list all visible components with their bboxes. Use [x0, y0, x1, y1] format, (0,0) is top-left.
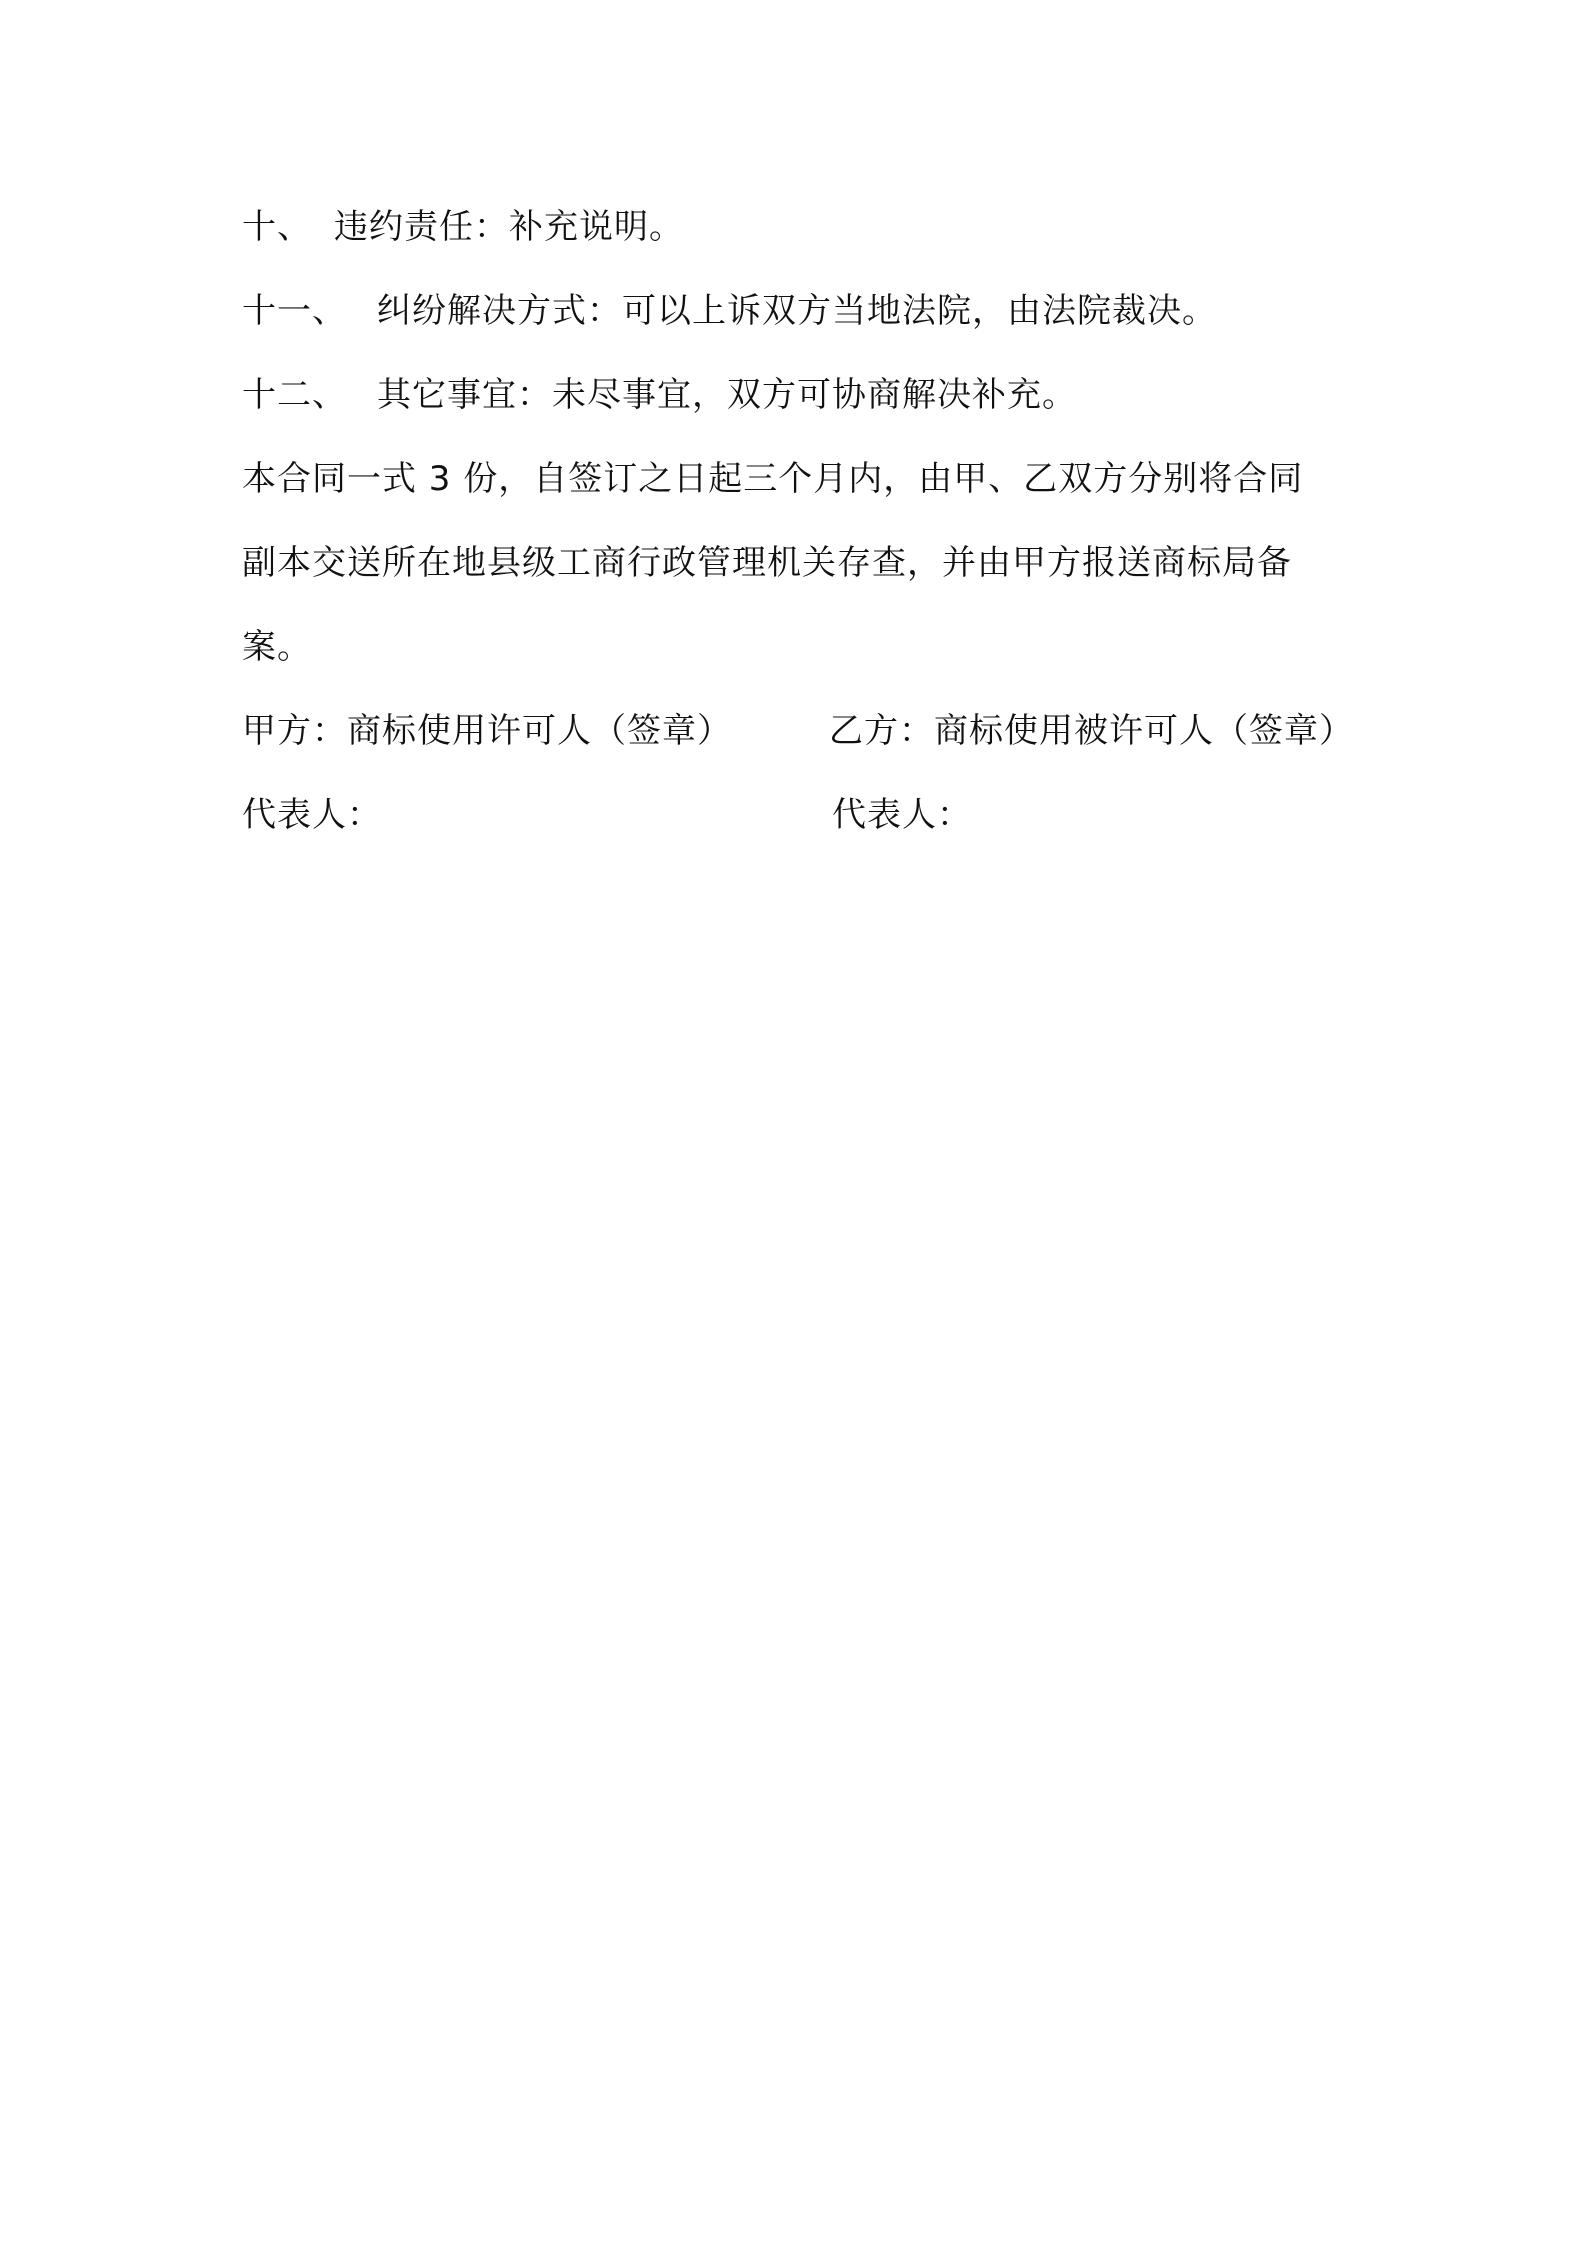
clause-text: 其它事宜：未尽事宜，双方可协商解决补充。 [377, 375, 1077, 415]
clause-text: 纠纷解决方式：可以上诉双方当地法院，由法院裁决。 [377, 291, 1217, 331]
clause-10 [242, 202, 1354, 286]
party-b-representative: 代表人： [832, 795, 972, 835]
clause-number: 十二、 [242, 375, 347, 415]
party-a-signature: 甲方：商标使用许可人（签章） [242, 711, 732, 751]
representative-row [242, 790, 1354, 874]
closing-paragraph [242, 454, 1354, 706]
closing-line-2: 副本交送所在地县级工商行政管理机关存查，并由甲方报送商标局备 [242, 543, 1292, 583]
party-b-signature: 乙方：商标使用被许可人（签章） [829, 711, 1354, 751]
document-content [242, 202, 1354, 874]
closing-line-3: 案。 [242, 627, 312, 667]
clause-number: 十、 [242, 207, 312, 247]
clause-12 [242, 370, 1354, 454]
clause-11 [242, 286, 1354, 370]
clause-number: 十一、 [242, 291, 347, 331]
signature-row [242, 706, 1354, 790]
closing-line-1: 本合同一式 3 份，自签订之日起三个月内，由甲、乙双方分别将合同 [242, 459, 1304, 499]
clause-text: 违约责任：补充说明。 [334, 207, 684, 247]
party-a-representative: 代表人： [242, 795, 382, 835]
